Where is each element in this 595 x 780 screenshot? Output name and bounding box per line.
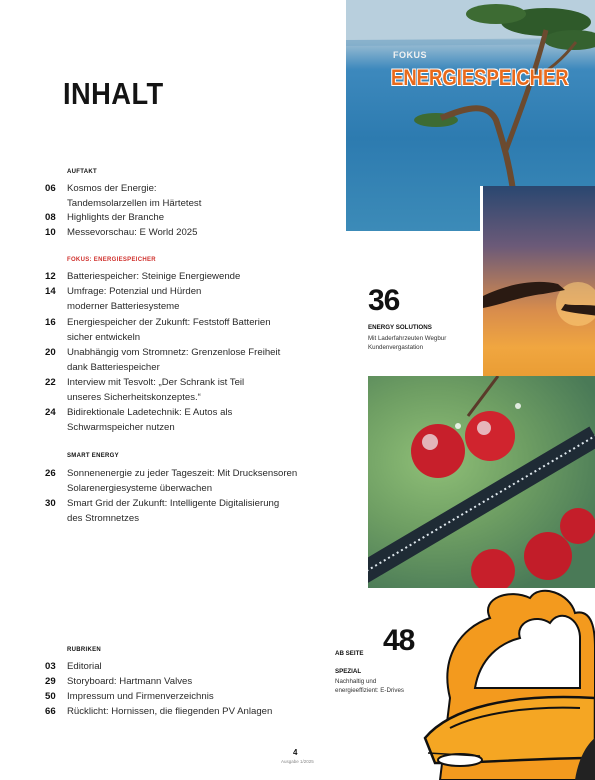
sunset-image	[480, 186, 595, 388]
cartoon-car-illustration	[420, 588, 595, 780]
feature-prefix: AB SEITE	[335, 650, 364, 657]
toc-entry-title: moderner Batteriesysteme	[67, 301, 180, 312]
berries-illustration	[368, 376, 595, 588]
toc-entry-title: Solarenergiesysteme überwachen	[67, 483, 213, 494]
page-number: 4	[293, 748, 298, 757]
toc-entry-title: Rücklicht: Hornissen, die fliegenden PV Anlagen	[67, 706, 273, 717]
toc-page-number: 30	[45, 498, 56, 509]
feature-description	[335, 677, 404, 695]
toc-page-number: 22	[45, 377, 56, 388]
toc-page-number: 66	[45, 706, 56, 717]
feature-description-line: Nachhaltig und	[335, 678, 377, 685]
toc-page-number: 20	[45, 347, 56, 358]
toc-entry-title: Interview mit Tesvolt: „Der Schrank ist Teil	[67, 377, 245, 388]
toc-entry-title: Bidirektionale Ladetechnik: E Autos als	[67, 407, 233, 418]
toc-page-number: 14	[45, 286, 56, 297]
toc-entry-title: unseres Sicherheitskonzeptes.“	[67, 392, 201, 403]
toc-page-number: 10	[45, 227, 56, 238]
feature-section-label: ENERGY SOLUTIONS	[368, 324, 432, 331]
toc-entry-title: Energiespeicher der Zukunft: Feststoff Batterien	[67, 317, 271, 328]
toc-page-number: 26	[45, 468, 56, 479]
toc-entry-title: Smart Grid der Zukunft: Intelligente Digitalisierung	[67, 498, 280, 509]
feature-description-line: Kundenvergastation	[368, 344, 424, 351]
toc-page-number: 29	[45, 676, 56, 687]
toc-page-number: 50	[45, 691, 56, 702]
toc-page-number: 08	[45, 212, 56, 223]
toc-entry-title: Umfrage: Potenzial und Hürden	[67, 286, 202, 297]
toc-entry-title: Tandemsolarzellen im Härtetest	[67, 198, 202, 209]
feature-page-number: 36	[368, 284, 400, 317]
toc-entry-title: Sonnenenergie zu jeder Tageszeit: Mit Drucksensoren	[67, 468, 298, 479]
toc-entry-title: des Stromnetzes	[67, 513, 139, 524]
section-label-fokus: FOKUS: ENERGIESPEICHER	[67, 257, 156, 263]
toc-entry-title: Batteriespeicher: Steinige Energiewende	[67, 271, 241, 282]
cover-fokus-label: FOKUS	[393, 50, 427, 60]
toc-entry-title: Messevorschau: E World 2025	[67, 227, 198, 238]
toc-entry-title: sicher entwickeln	[67, 332, 141, 343]
toc-entry-title: Unabhängig vom Stromnetz: Grenzenlose Freiheit	[67, 347, 281, 358]
issue-info: Ausgabe 1/2025	[281, 759, 314, 764]
hands-silhouette	[483, 186, 595, 388]
toc-entry-title: Kosmos der Energie:	[67, 183, 157, 194]
feature-description-line: energieeffizient: E-Drives	[335, 687, 405, 694]
frozen-berries-image	[368, 376, 595, 588]
toc-entry-title: Editorial	[67, 661, 102, 672]
toc-entry-title: Schwarmspeicher nutzen	[67, 422, 175, 433]
toc-entry-title: Highlights der Branche	[67, 212, 165, 223]
section-label-rubriken: RUBRIKEN	[67, 647, 102, 653]
toc-entry-title: dank Batteriespeicher	[67, 362, 160, 373]
toc-page-number: 24	[45, 407, 56, 418]
toc-page-number: 12	[45, 271, 56, 282]
page-title: INHALT	[63, 76, 164, 111]
toc-entry-title: Storyboard: Hartmann Valves	[67, 676, 193, 687]
section-label-smart-energy: SMART ENERGY	[67, 453, 119, 459]
toc-entry-title: Impressum und Firmenverzeichnis	[67, 691, 214, 702]
toc-page-number: 06	[45, 183, 56, 194]
feature-description-line: Mit Laderfahrzeuten Wegbur	[368, 335, 447, 342]
toc-page-number: 16	[45, 317, 56, 328]
feature-description	[368, 334, 446, 352]
feature-page-number: 48	[383, 624, 415, 657]
cover-fokus-title: ENERGIESPEICHER	[391, 65, 569, 90]
section-label-auftakt: AUFTAKT	[67, 169, 97, 175]
toc-page-number: 03	[45, 661, 56, 672]
feature-section-label: SPEZIAL	[335, 668, 362, 675]
